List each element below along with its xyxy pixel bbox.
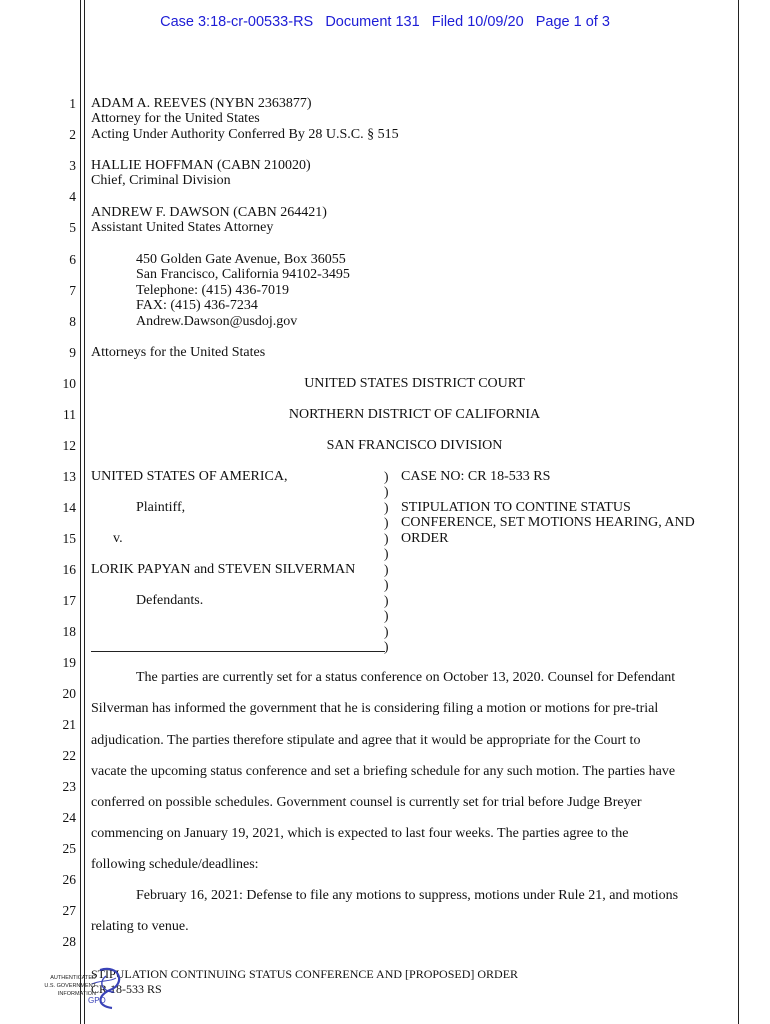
chief-title: Chief, Criminal Division [91, 173, 231, 188]
body-text-line: The parties are currently set for a status conference on October 13, 2020. Counsel for Defendant [136, 670, 676, 685]
court-name: UNITED STATES DISTRICT COURT [304, 376, 525, 391]
line-number: 20 [62, 686, 76, 701]
caption-paren: ) [384, 484, 389, 499]
footer-case-number: CR 18-533 RS [91, 982, 162, 996]
line-number: 26 [62, 872, 76, 887]
line-number: 6 [69, 252, 76, 267]
document-title-line3: ORDER [401, 531, 449, 546]
caption-paren: ) [384, 577, 389, 592]
seal-text-line: AUTHENTICATED [50, 975, 96, 981]
document-title-line1: STIPULATION TO CONTINE STATUS [401, 500, 631, 515]
line-number: 17 [62, 593, 76, 608]
address-line-1: 450 Golden Gate Avenue, Box 36055 [136, 252, 346, 267]
body-text-line: vacate the upcoming status conference and set a briefing schedule for any such motion. The parties have [91, 764, 676, 779]
fax: FAX: (415) 436-7234 [136, 298, 258, 313]
address-line-2: San Francisco, California 94102-3495 [136, 267, 350, 282]
line-number: 13 [62, 469, 76, 484]
body-text-line: Silverman has informed the government that he is considering filing a motion or motions for pre-trial [91, 701, 659, 716]
line-number: 5 [69, 220, 76, 235]
caption-paren: ) [384, 546, 389, 561]
caption-paren: ) [384, 562, 389, 577]
ecf-page-count: Page 1 of 3 [535, 14, 610, 30]
line-number: 12 [62, 438, 76, 453]
line-number: 23 [62, 779, 76, 794]
line-number: 8 [69, 314, 76, 329]
ecf-document-number: Document 131 [325, 14, 420, 30]
email-address: Andrew.Dawson@usdoj.gov [136, 314, 298, 329]
line-number: 25 [62, 841, 76, 856]
case-number: CASE NO: CR 18-533 RS [401, 469, 551, 484]
attorney-title: Attorney for the United States [91, 111, 260, 126]
caption-paren: ) [384, 500, 389, 515]
caption-defendants: LORIK PAPYAN and STEVEN SILVERMAN [91, 562, 356, 577]
line-number: 11 [63, 407, 76, 422]
body-text-line: conferred on possible schedules. Government counsel is currently set for trial before Judge Breyer [91, 795, 642, 810]
attorneys-for: Attorneys for the United States [91, 345, 266, 360]
line-number: 4 [69, 189, 76, 204]
caption-paren: ) [384, 639, 389, 654]
body-text-line: relating to venue. [91, 919, 189, 934]
line-number: 14 [62, 500, 76, 515]
telephone: Telephone: (415) 436-7019 [136, 283, 289, 298]
footer-document-title: STIPULATION CONTINUING STATUS CONFERENCE AND [PROPOSED] ORDER [91, 967, 519, 981]
line-number: 1 [69, 96, 76, 111]
seal-text-line: U.S. GOVERNMENT [44, 983, 96, 989]
caption-rule [91, 651, 385, 652]
left-margin-rule-inner [84, 0, 85, 1024]
caption-paren: ) [384, 608, 389, 623]
line-number: 18 [62, 624, 76, 639]
ecf-header [0, 14, 770, 30]
caption-versus: v. [113, 531, 123, 546]
line-number: 16 [62, 562, 76, 577]
line-number: 15 [62, 531, 76, 546]
line-number: 9 [69, 345, 76, 360]
attorney-authority: Acting Under Authority Conferred By 28 U.S.C. § 515 [91, 127, 399, 142]
body-text-line: commencing on January 19, 2021, which is expected to last four weeks. The parties agree to the [91, 826, 629, 841]
line-number: 3 [69, 158, 76, 173]
seal-text-line: INFORMATION [57, 991, 96, 997]
line-number: 27 [62, 903, 76, 918]
ausa-title: Assistant United States Attorney [91, 220, 274, 235]
left-margin-rule-outer [80, 0, 81, 1024]
caption-paren: ) [384, 624, 389, 639]
ausa-name: ANDREW F. DAWSON (CABN 264421) [91, 205, 327, 220]
caption-paren: ) [384, 469, 389, 484]
document-title-line2: CONFERENCE, SET MOTIONS HEARING, AND [401, 515, 695, 530]
body-text-line: adjudication. The parties therefore stipulate and agree that it would be appropriate for the Court to [91, 733, 641, 748]
caption-paren: ) [384, 515, 389, 530]
line-number: 10 [62, 376, 76, 391]
chief-name: HALLIE HOFFMAN (CABN 210020) [91, 158, 311, 173]
line-number: 19 [62, 655, 76, 670]
attorney-name: ADAM A. REEVES (NYBN 2363877) [91, 96, 312, 111]
gpo-mark: GPO [88, 996, 106, 1005]
court-district: NORTHERN DISTRICT OF CALIFORNIA [288, 407, 541, 422]
body-text-line: following schedule/deadlines: [91, 857, 259, 872]
ecf-filed-date: Filed 10/09/20 [431, 14, 524, 30]
court-division: SAN FRANCISCO DIVISION [326, 438, 503, 453]
caption-paren: ) [384, 531, 389, 546]
body-text-line: February 16, 2021: Defense to file any motions to suppress, motions under Rule 21, and motions [136, 888, 679, 903]
line-number: 22 [62, 748, 76, 763]
right-margin-rule [738, 0, 739, 1024]
caption-plaintiff-role: Plaintiff, [136, 500, 186, 515]
line-number: 28 [62, 934, 76, 949]
caption-paren: ) [384, 593, 389, 608]
line-number: 2 [69, 127, 76, 142]
caption-plaintiff: UNITED STATES OF AMERICA, [91, 469, 288, 484]
caption-defendants-role: Defendants. [136, 593, 204, 608]
line-number: 7 [69, 283, 76, 298]
line-number: 21 [62, 717, 76, 732]
line-number: 24 [62, 810, 76, 825]
ecf-case-number: Case 3:18-cr-00533-RS [160, 14, 314, 30]
